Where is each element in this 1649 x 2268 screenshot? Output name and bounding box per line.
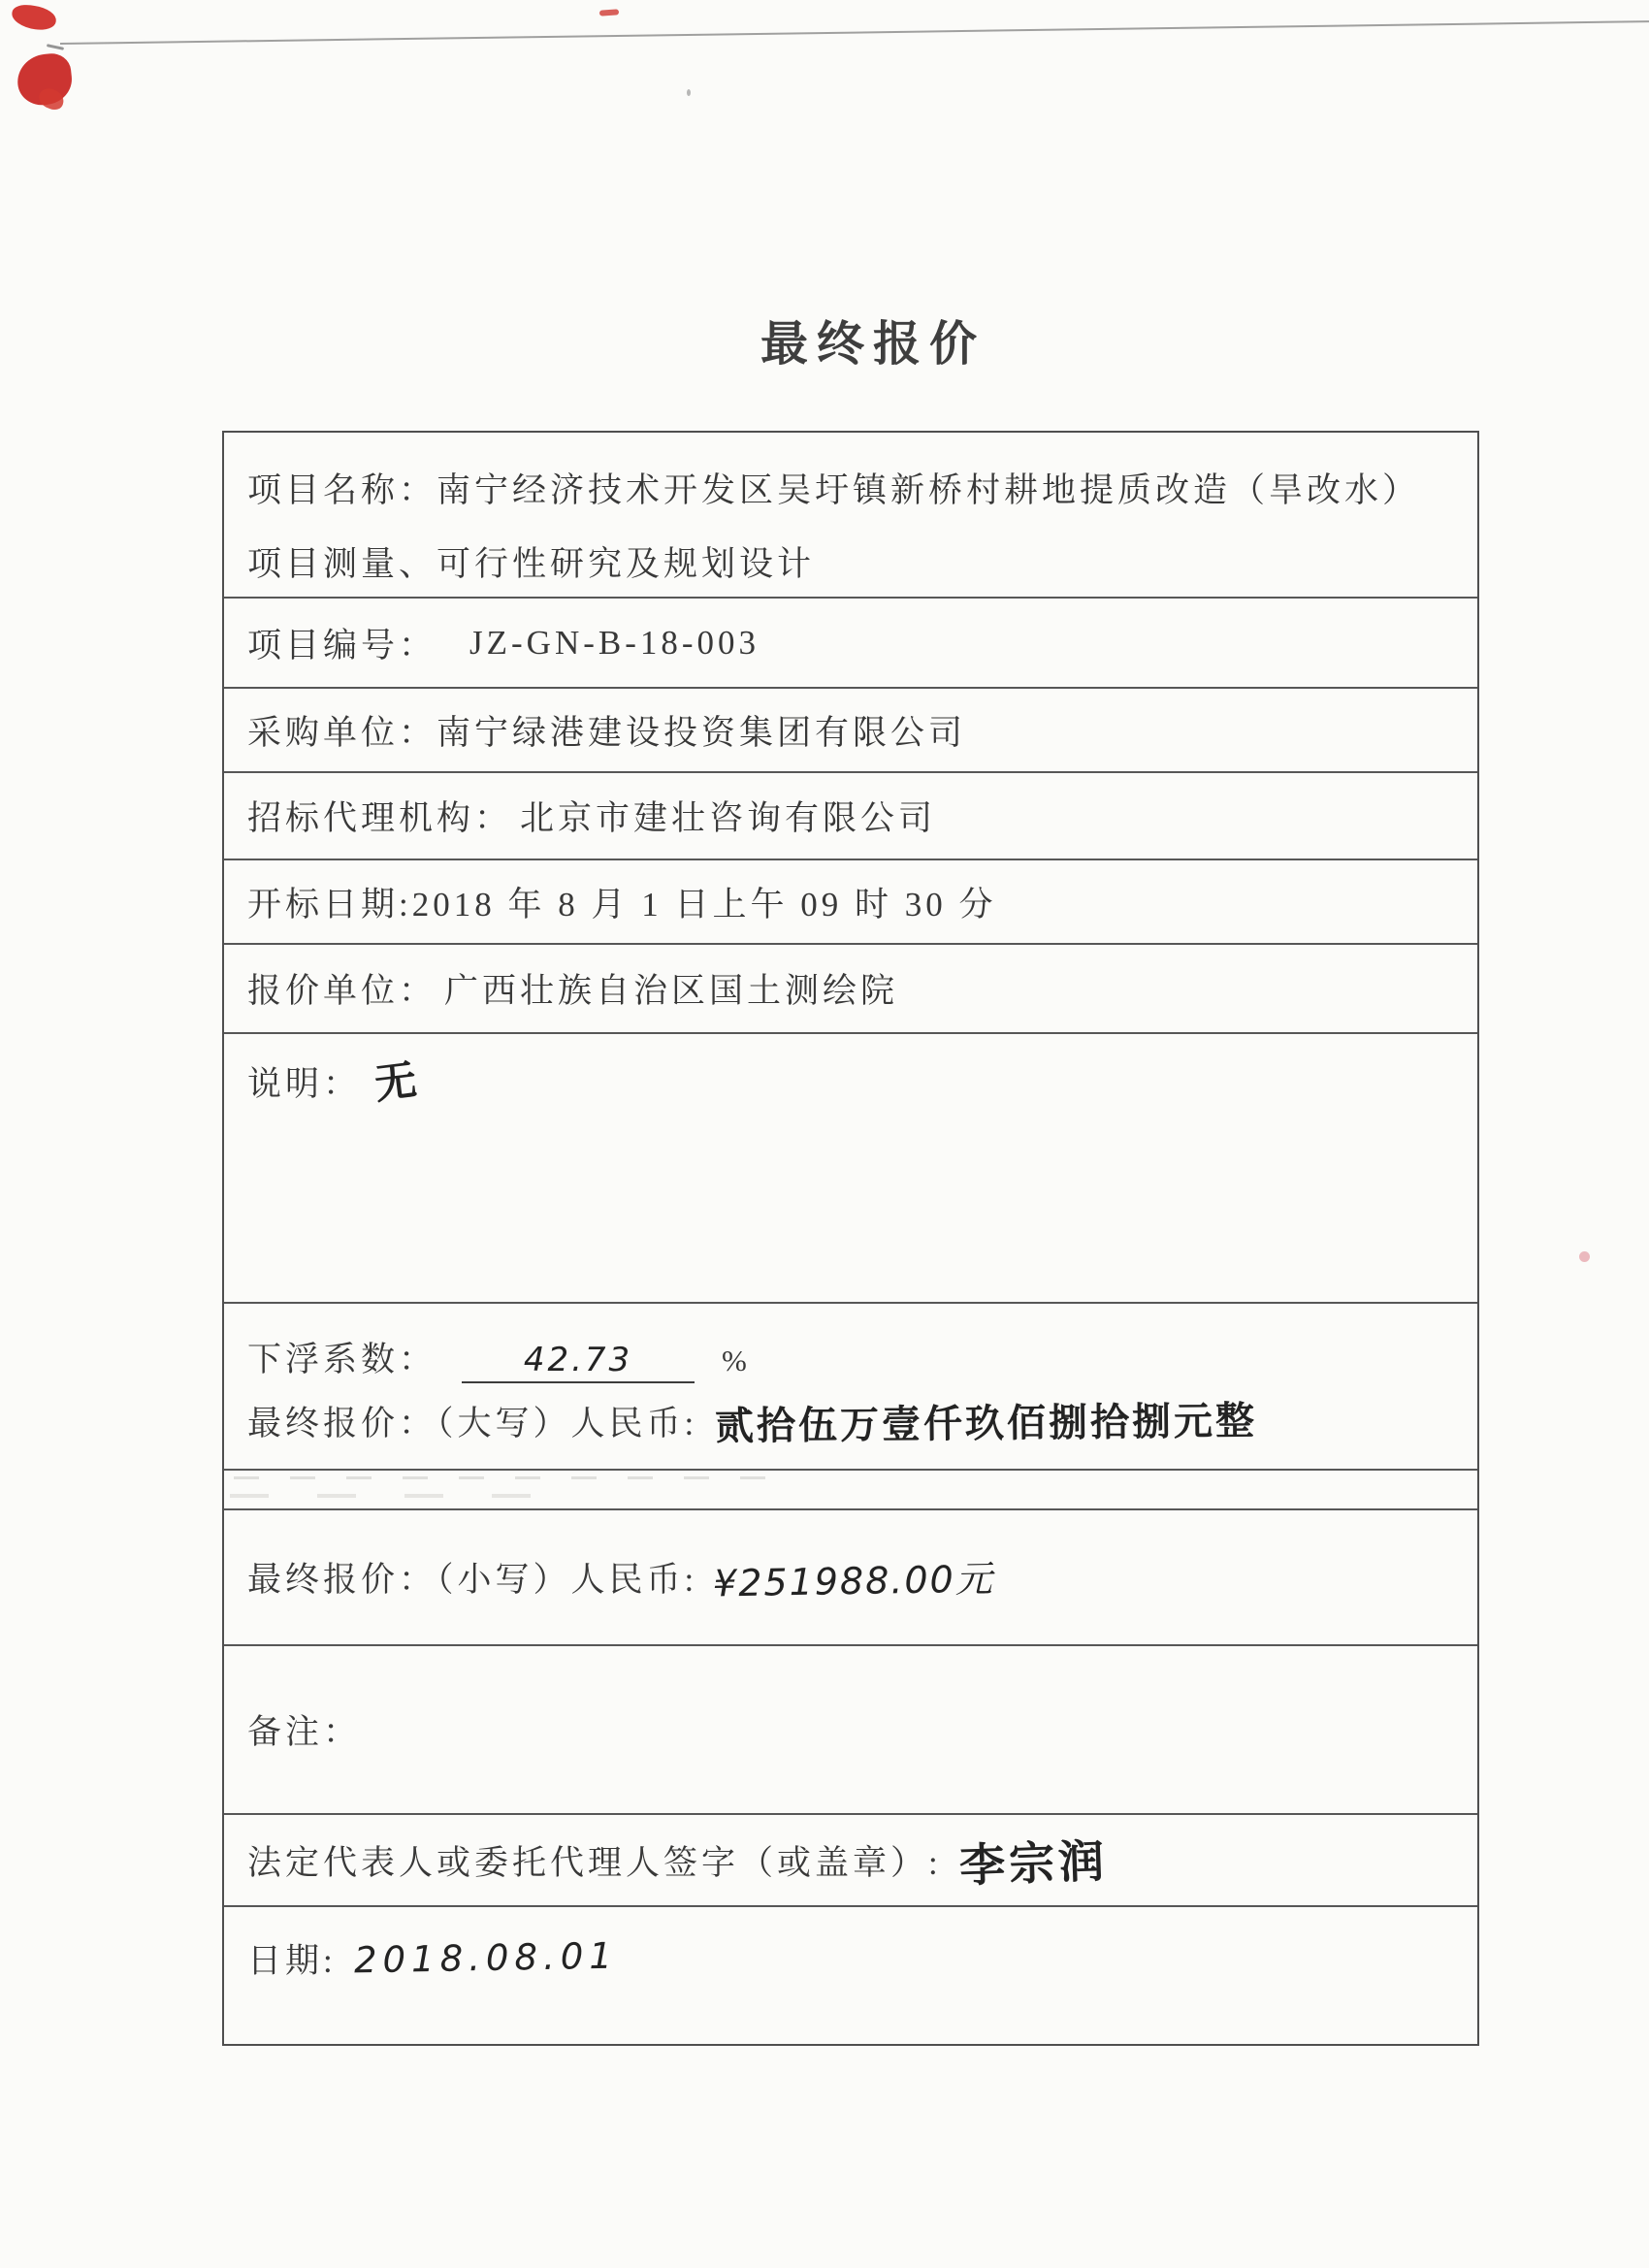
row-purchaser — [224, 687, 1477, 771]
page-title: 最终报价 — [760, 317, 986, 371]
red-mark — [11, 3, 58, 32]
scan-edge-hook — [47, 44, 64, 50]
row-remarks — [224, 1644, 1477, 1813]
quotation-table — [222, 431, 1479, 2046]
row-agency — [224, 771, 1477, 859]
row-bid-opening-date — [224, 859, 1477, 943]
row-project-number — [224, 597, 1477, 687]
red-mark — [599, 9, 619, 16]
date-handwritten-value: 2018.08.01 — [353, 1934, 618, 1982]
notes-label: 说明： — [247, 1065, 362, 1103]
bidder-label: 报价单位： — [247, 972, 437, 1010]
agency-value: 北京市建壮咨询有限公司 — [520, 799, 937, 837]
row-spacer-strip — [224, 1469, 1477, 1508]
project-name-line1: 项目名称：南宁经济技术开发区吴圩镇新桥村耕地提质改造（旱改水） — [247, 471, 1421, 509]
final-price-words-handwritten-value: 贰拾伍万壹仟玖佰捌拾捌元整 — [715, 1399, 1258, 1449]
project-number-value: JZ-GN-B-18-003 — [469, 623, 760, 662]
row-notes — [224, 1032, 1477, 1302]
discount-handwritten-value: 42.73 — [523, 1341, 633, 1379]
row-bidder — [224, 943, 1477, 1032]
row-discount-and-final-price-words — [224, 1302, 1477, 1469]
row-date — [224, 1905, 1477, 2044]
discount-underline — [462, 1341, 695, 1383]
signature-handwritten-value: 李宗润 — [957, 1834, 1109, 1894]
scan-edge-line — [60, 20, 1649, 45]
row-final-price-figures — [224, 1508, 1477, 1644]
project-number-label: 项目编号： — [247, 626, 437, 664]
discount-label: 下浮系数： — [247, 1341, 437, 1378]
bid-opening-label: 开标日期: — [247, 885, 412, 923]
row-project-name — [224, 433, 1477, 597]
final-price-figures-handwritten-value: ¥251988.00元 — [712, 1556, 995, 1605]
project-name-line2: 项目测量、可行性研究及规划设计 — [247, 545, 816, 583]
notes-handwritten-value: 无 — [372, 1055, 422, 1110]
bidder-value: 广西壮族自治区国土测绘院 — [444, 972, 899, 1010]
row-signature — [224, 1813, 1477, 1905]
scan-smudge — [234, 1476, 777, 1479]
scan-speck — [687, 89, 691, 96]
discount-line — [247, 1333, 1460, 1383]
remarks-label: 备注： — [247, 1713, 362, 1751]
final-price-words-label: 最终报价：（大写）人民币: — [247, 1404, 698, 1442]
signature-label: 法定代表人或委托代理人签字（或盖章）: — [247, 1843, 942, 1882]
purchaser-label: 采购单位： — [247, 713, 437, 752]
final-price-figures-label: 最终报价：（小写）人民币: — [247, 1561, 698, 1599]
purchaser-value: 南宁绿港建设投资集团有限公司 — [436, 713, 967, 752]
date-label: 日期: — [247, 1941, 337, 1980]
agency-label: 招标代理机构： — [247, 799, 513, 837]
pink-dot-artifact — [1579, 1251, 1590, 1262]
final-price-words-line — [247, 1393, 1460, 1448]
discount-unit: % — [722, 1344, 751, 1377]
scan-smudge — [230, 1494, 550, 1498]
bid-opening-value: 2018 年 8 月 1 日上午 09 时 30 分 — [411, 885, 997, 923]
